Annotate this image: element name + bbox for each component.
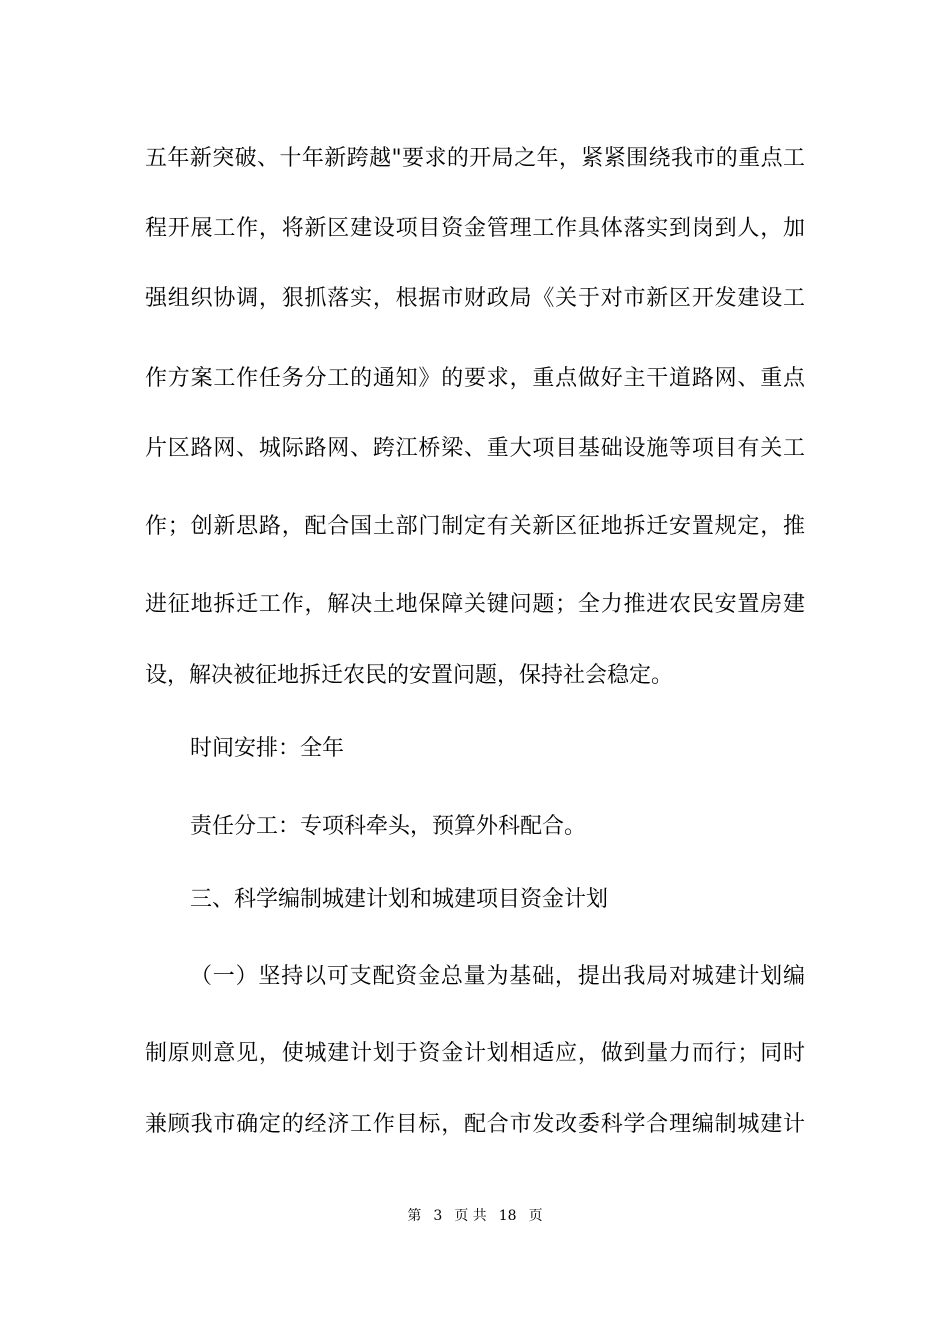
body-line-2: 程开展工作，将新区建设项目资金管理工作具体落实到岗到人，加 [145, 216, 805, 241]
responsibility: 责任分工：专项科牵头，预算外科配合。 [190, 814, 587, 839]
body-line-5: 片区路网、城际路网、跨江桥梁、重大项目基础设施等项目有关工 [145, 436, 805, 461]
subsection-line-2: 制原则意见，使城建计划于资金计划相适应，做到量力而行；同时 [145, 1041, 805, 1066]
footer-suffix: 页 [528, 1208, 543, 1224]
body-line-4: 作方案工作任务分工的通知》的要求，重点做好主干道路网、重点 [145, 366, 805, 391]
body-line-8: 设，解决被征地拆迁农民的安置问题，保持社会稳定。 [145, 663, 674, 688]
section-heading: 三、科学编制城建计划和城建项目资金计划 [190, 887, 609, 912]
body-line-3: 强组织协调，狠抓落实，根据市财政局《关于对市新区开发建设工 [145, 286, 805, 311]
footer-page-number: 3 [433, 1208, 443, 1224]
subsection-line-3: 兼顾我市确定的经济工作目标，配合市发改委科学合理编制城建计 [145, 1112, 805, 1137]
footer-total-pages: 18 [498, 1208, 517, 1224]
time-arrangement: 时间安排：全年 [190, 736, 345, 761]
footer-middle: 页 共 [454, 1208, 487, 1224]
body-line-6: 作；创新思路，配合国土部门制定有关新区征地拆迁安置规定，推 [145, 514, 805, 539]
subsection-line-1: （一）坚持以可支配资金总量为基础，提出我局对城建计划编 [190, 964, 805, 989]
page-footer [0, 1206, 950, 1226]
footer-prefix: 第 [407, 1208, 422, 1224]
body-line-7: 进征地拆迁工作，解决土地保障关键问题；全力推进农民安置房建 [145, 592, 805, 617]
body-line-1: 五年新突破、十年新跨越"要求的开局之年，紧紧围绕我市的重点工 [145, 146, 805, 171]
